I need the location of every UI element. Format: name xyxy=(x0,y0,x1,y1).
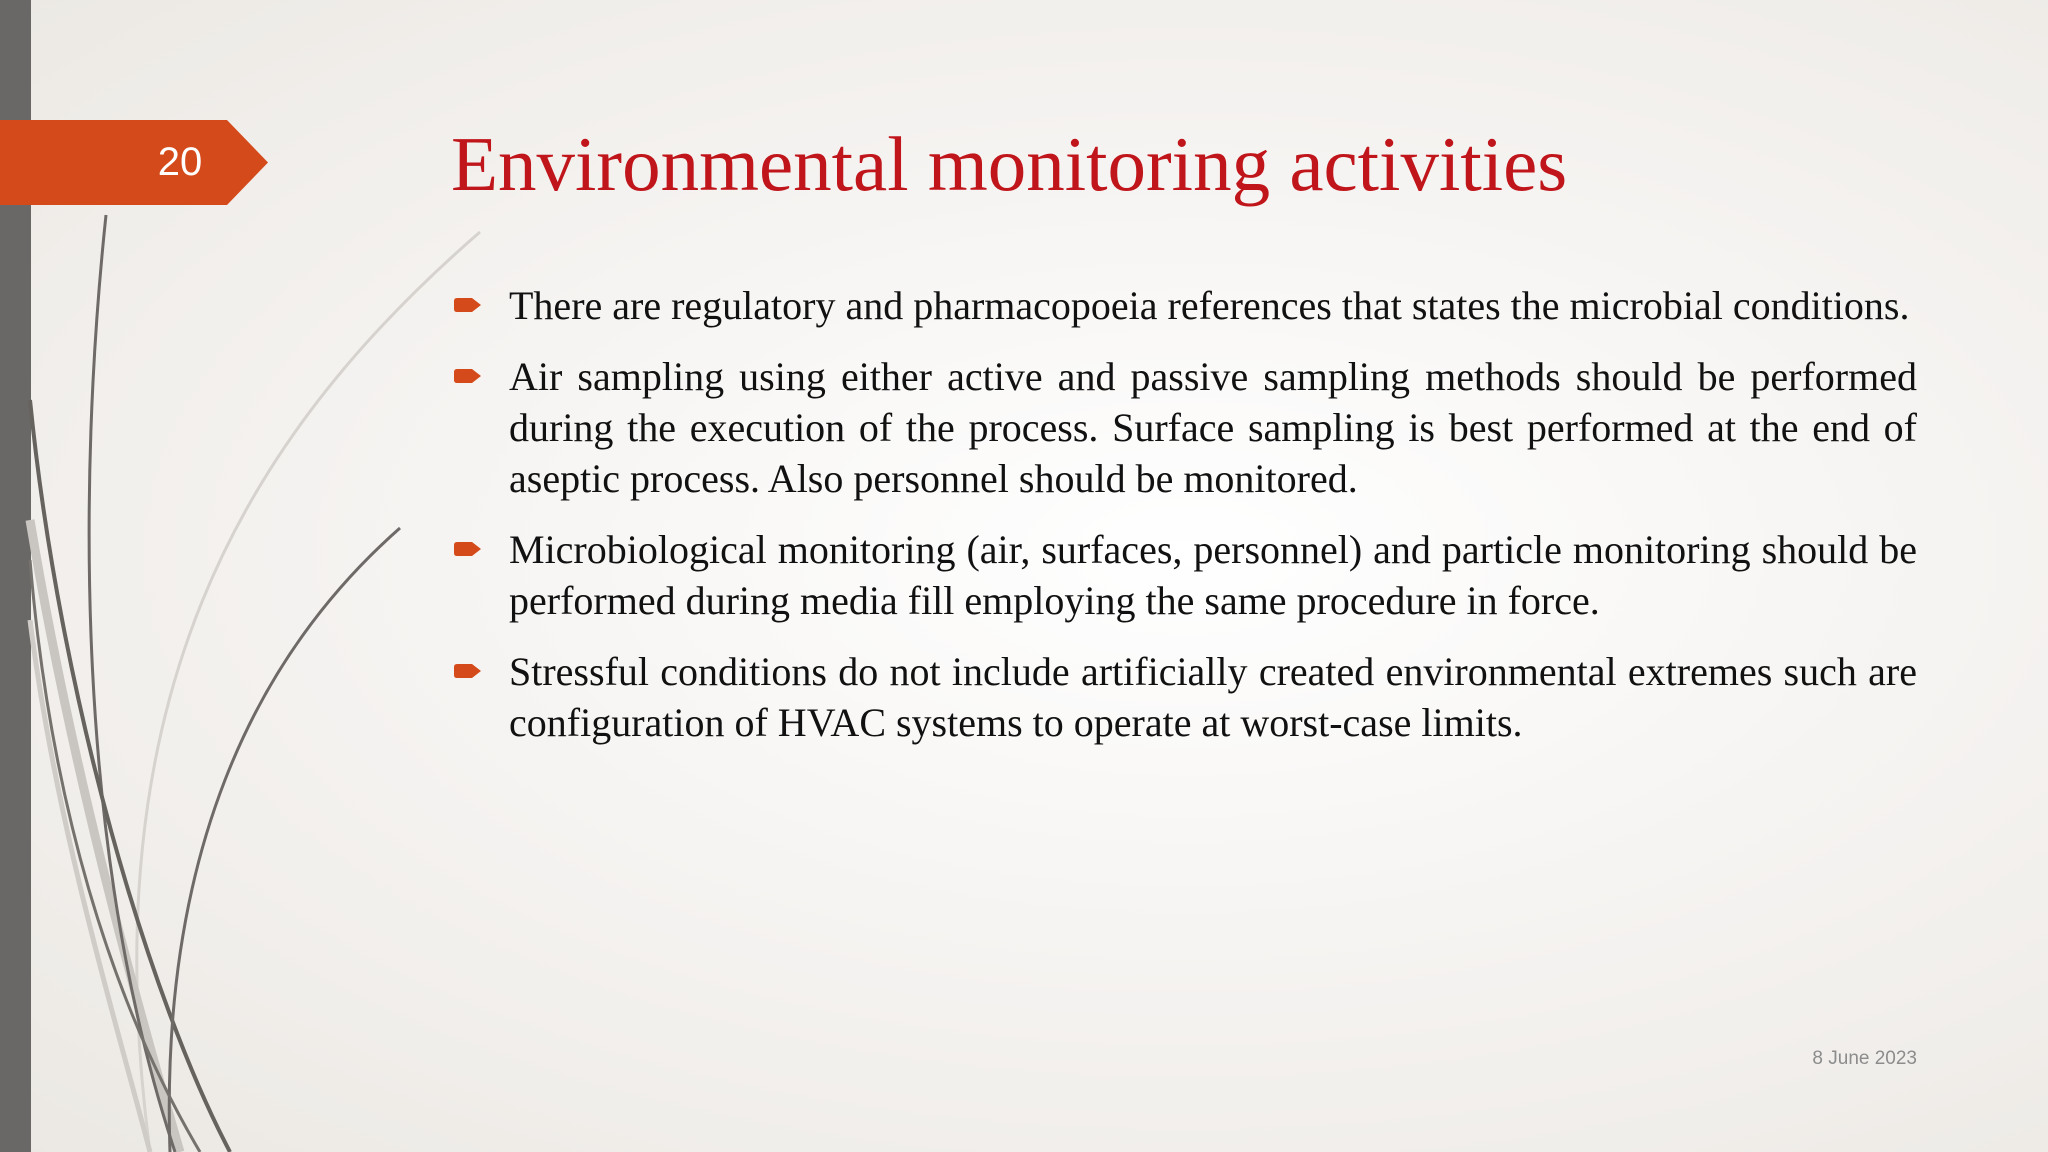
arrow-bullet-icon xyxy=(453,366,483,386)
bullet-item xyxy=(451,351,1917,504)
curve-dark-3 xyxy=(169,528,400,1152)
arrow-bullet-icon xyxy=(453,661,483,681)
curve-light-1 xyxy=(137,232,480,1152)
slide-title: Environmental monitoring activities xyxy=(451,121,1568,207)
slide-number: 20 xyxy=(157,140,203,184)
bullet-text: Air sampling using either active and passive sampling methods should be performed during the execution of the process. Surface sampling is best performed at the end of aseptic process. Also personnel should be monitored. xyxy=(509,354,1917,501)
bullet-item xyxy=(451,646,1917,748)
bullet-text: There are regulatory and pharmacopoeia references that states the microbial conditions. xyxy=(509,283,1910,328)
bullet-text: Stressful conditions do not include artificially created environmental extremes such are configuration of HVAC systems to operate at worst-case limits. xyxy=(509,649,1917,745)
bullet-list xyxy=(451,280,1917,768)
bullet-text: Microbiological monitoring (air, surfaces, personnel) and particle monitoring should be performed during media fill employing the same procedure in force. xyxy=(509,527,1917,623)
footer-date: 8 June 2023 xyxy=(1812,1048,1917,1069)
bullet-item xyxy=(451,524,1917,626)
curve-light-2 xyxy=(30,520,180,1152)
bullet-item xyxy=(451,280,1917,331)
arrow-bullet-icon xyxy=(453,295,483,315)
arrow-bullet-icon xyxy=(453,539,483,559)
